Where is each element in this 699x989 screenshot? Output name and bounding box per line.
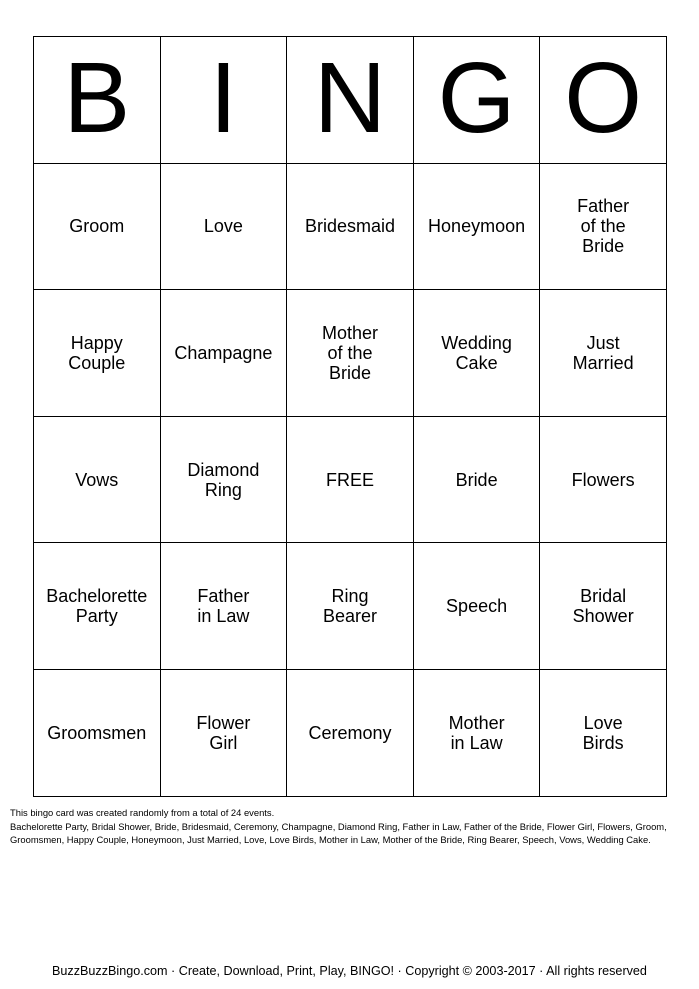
bingo-cell: Groom [34,164,161,291]
bingo-cell: Diamond Ring [161,417,288,544]
bingo-cell: Love [161,164,288,291]
bingo-cell: Bride [414,417,541,544]
free-space-cell: FREE [287,417,414,544]
bingo-cell: Groomsmen [34,670,161,797]
bingo-cell: Wedding Cake [414,290,541,417]
bingo-cell: Bridesmaid [287,164,414,291]
header-letter-b: B [34,37,161,164]
bingo-cell: Happy Couple [34,290,161,417]
bingo-cell: Ceremony [287,670,414,797]
bingo-cell: Speech [414,543,541,670]
bingo-cell: Honeymoon [414,164,541,291]
info-event-list: Bachelorette Party, Bridal Shower, Bride, Bridesmaid, Ceremony, Champagne, Diamond Ring, Father in Law, Father of the Bride, Flower Girl, Flowers, Groom, Groomsmen, Happy Couple, Honeymoon, Just Married, Love, Love Birds, Mother in Law, Mother of the Bride, Ring Bearer, Speech, Vows, Wedding Cake. [10,820,667,845]
bingo-card [33,36,667,797]
header-letter-g: G [414,37,541,164]
bingo-cell: Mother in Law [414,670,541,797]
bingo-cell: Father of the Bride [540,164,667,291]
bingo-cell: Just Married [540,290,667,417]
bingo-cell: Vows [34,417,161,544]
bingo-cell: Ring Bearer [287,543,414,670]
bingo-cell: Mother of the Bride [287,290,414,417]
bingo-cell: Bachelorette Party [34,543,161,670]
header-letter-n: N [287,37,414,164]
header-letter-o: O [540,37,667,164]
bingo-cell: Flower Girl [161,670,288,797]
info-summary: This bingo card was created randomly from a total of 24 events. [10,807,275,818]
bingo-cell: Father in Law [161,543,288,670]
bingo-cell: Flowers [540,417,667,544]
page-footer: BuzzBuzzBingo.com · Create, Download, Print, Play, BINGO! · Copyright © 2003-2017 · All rights reserved [52,964,647,978]
bingo-cell: Love Birds [540,670,667,797]
card-info [10,806,690,847]
header-letter-i: I [161,37,288,164]
bingo-cell: Bridal Shower [540,543,667,670]
bingo-cell: Champagne [161,290,288,417]
